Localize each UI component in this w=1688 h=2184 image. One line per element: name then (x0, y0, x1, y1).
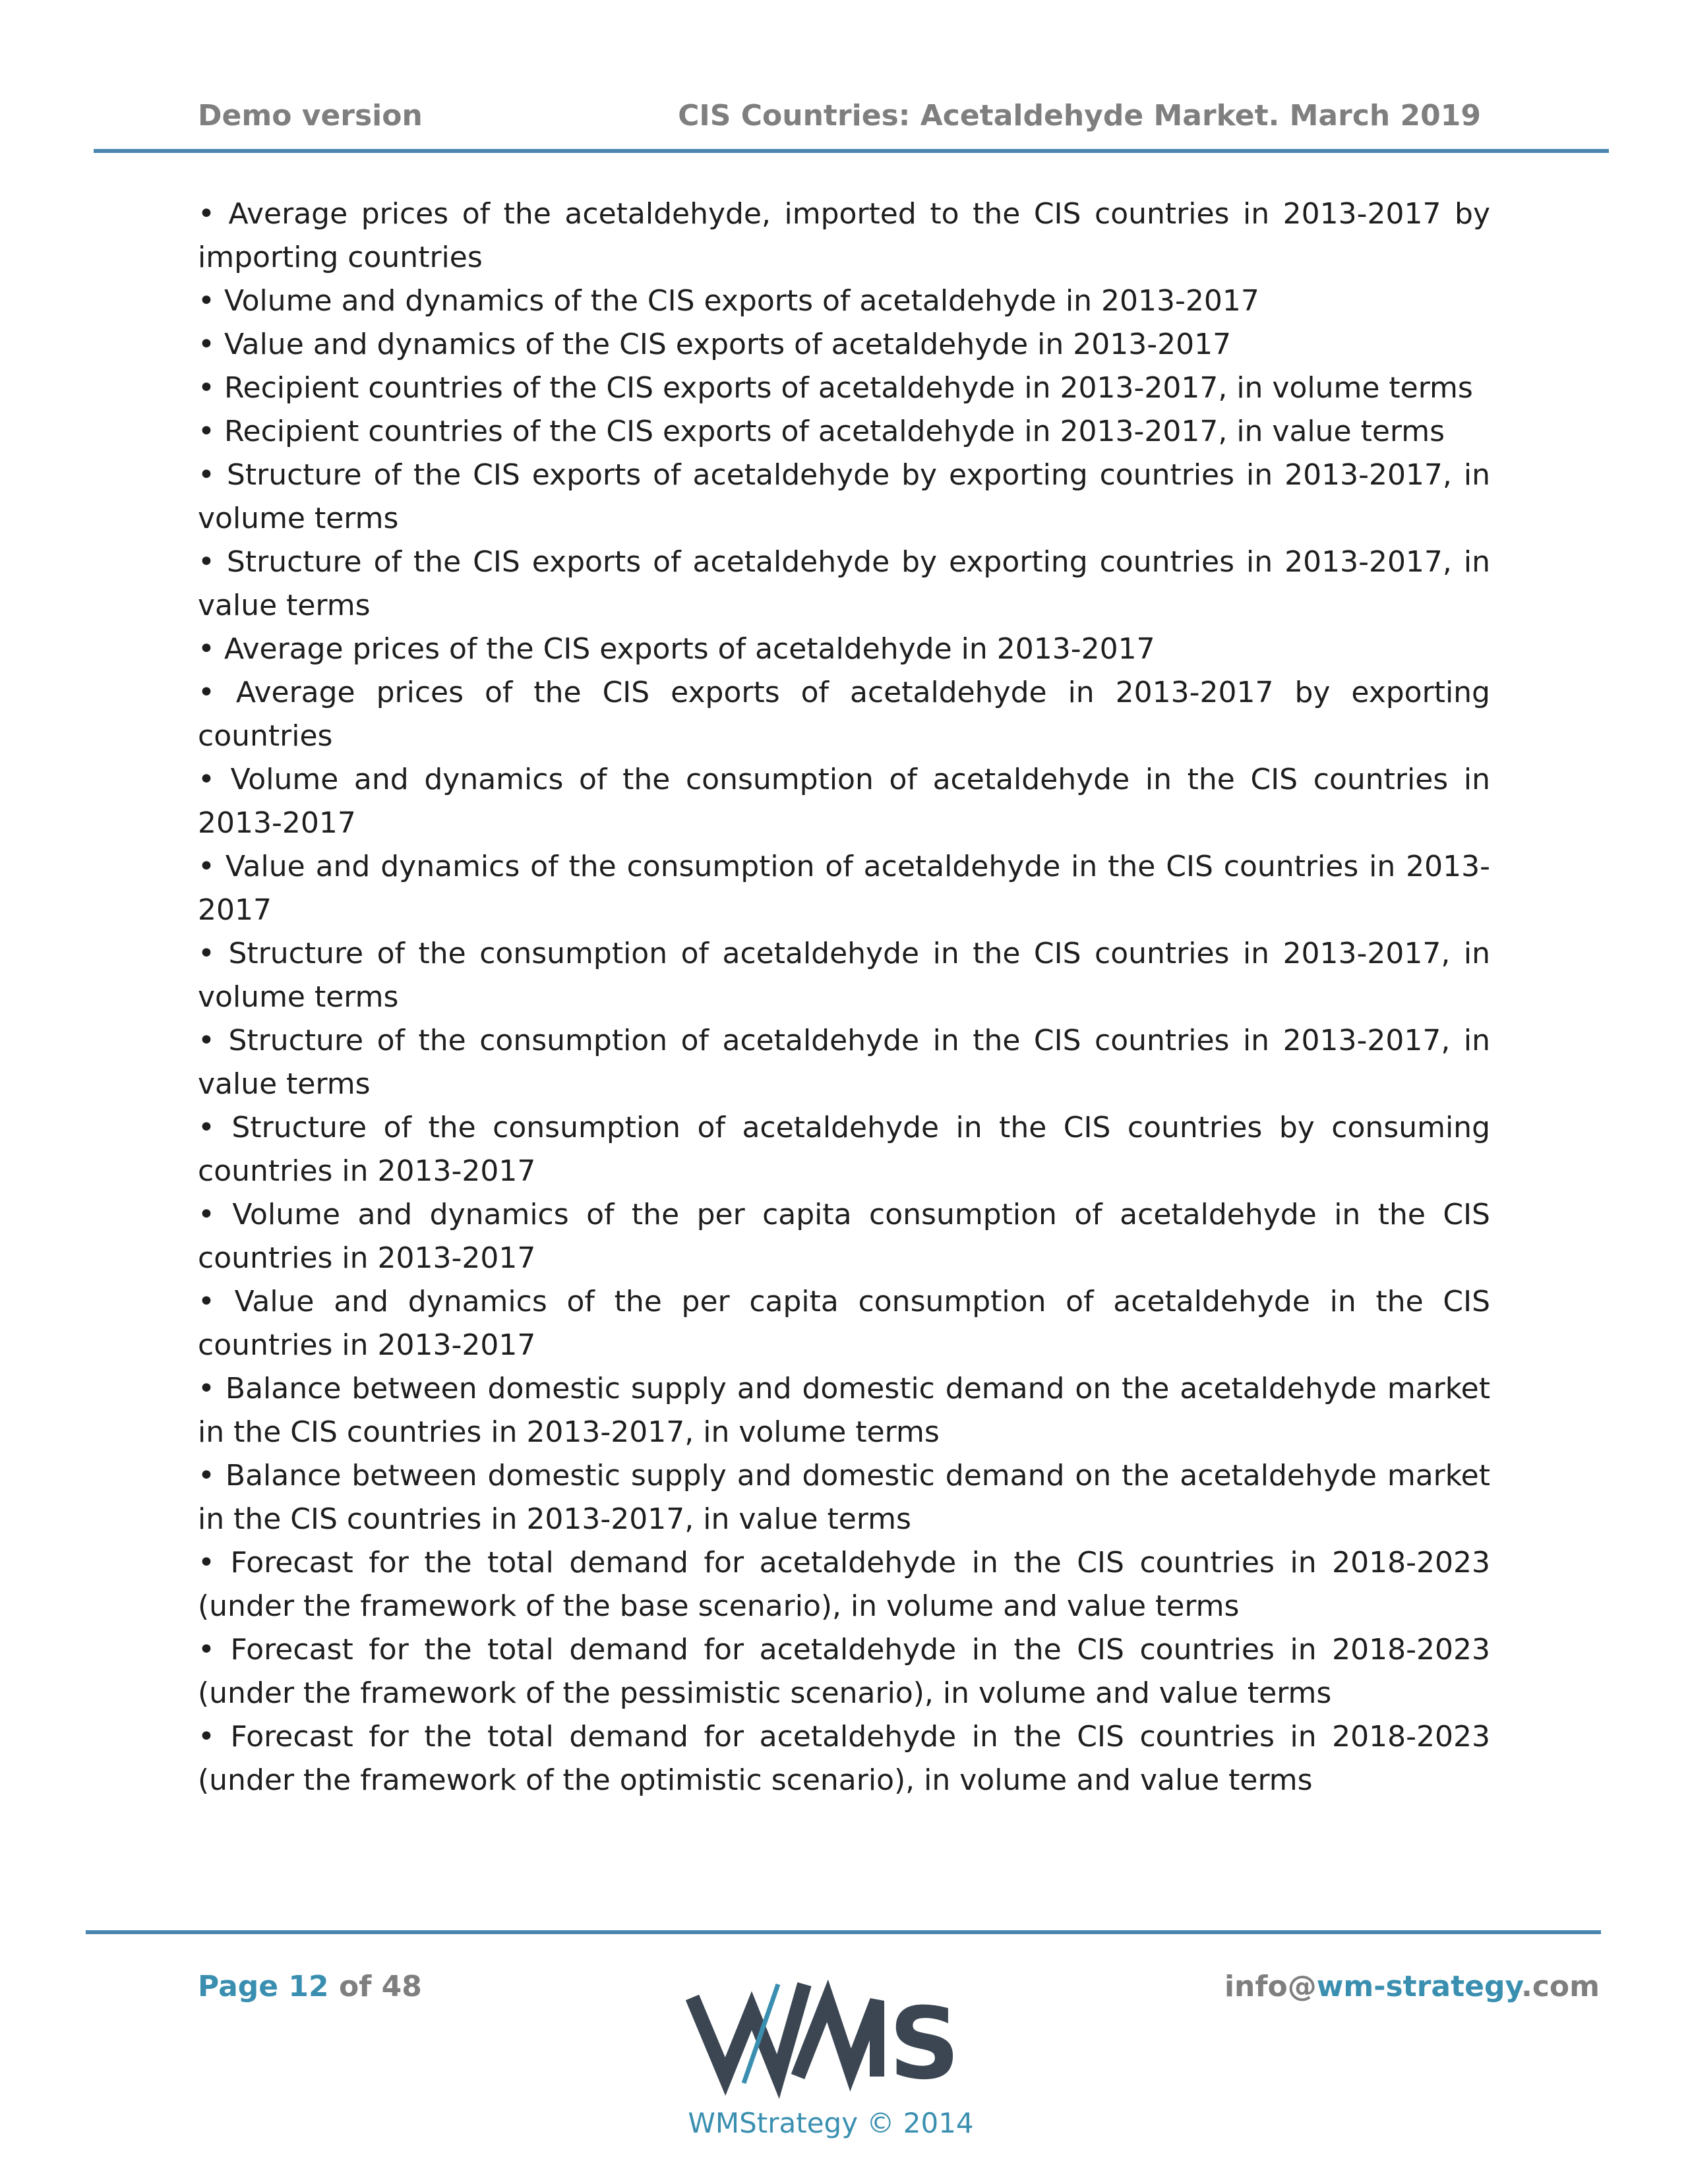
page-total: 48 (381, 1970, 422, 2003)
list-item: • Balance between domestic supply and domestic demand on the acetaldehyde market in the CIS countries in 2013-2017, in volume terms (198, 1372, 1490, 1449)
email-user: info@ (1224, 1970, 1317, 2003)
list-item: • Average prices of the acetaldehyde, imported to the CIS countries in 2013-2017 by importing countries (198, 197, 1490, 274)
page-header (0, 0, 1688, 158)
list-item: • Recipient countries of the CIS exports of acetaldehyde in 2013-2017, in value terms (198, 415, 1445, 448)
list-item: • Forecast for the total demand for acetaldehyde in the CIS countries in 2018-2023 (under the framework of the base scenario), in volume and value terms (198, 1546, 1490, 1623)
list-item: • Forecast for the total demand for acetaldehyde in the CIS countries in 2018-2023 (under the framework of the pessimistic scenario), in volume and value terms (198, 1633, 1490, 1710)
logo-text: S (889, 1987, 961, 2102)
list-item: • Value and dynamics of the CIS exports of acetaldehyde in 2013-2017 (198, 328, 1232, 361)
list-item: • Volume and dynamics of the per capita consumption of acetaldehyde in the CIS countries in 2013-2017 (198, 1198, 1490, 1275)
footer-divider (86, 1930, 1601, 1934)
header-divider (94, 149, 1609, 153)
list-item: • Volume and dynamics of the CIS exports of acetaldehyde in 2013-2017 (198, 284, 1259, 318)
demo-version-label: Demo version (198, 99, 423, 133)
page-prefix: Page (198, 1970, 289, 2003)
bullet-list (198, 192, 1490, 1802)
list-item: • Average prices of the CIS exports of acetaldehyde in 2013-2017 by exporting countries (198, 676, 1490, 753)
email-domain: wm-strategy (1316, 1970, 1522, 2003)
list-item: • Balance between domestic supply and domestic demand on the acetaldehyde market in the CIS countries in 2013-2017, in value terms (198, 1459, 1490, 1536)
page-current: 12 (288, 1970, 329, 2003)
wms-logo-graphic (679, 1971, 969, 2103)
report-title: CIS Countries: Acetaldehyde Market. March 2019 (678, 99, 1481, 133)
contact-email[interactable] (1224, 1970, 1600, 2003)
list-item: • Value and dynamics of the per capita consumption of acetaldehyde in the CIS countries in 2013-2017 (198, 1285, 1490, 1362)
list-item: • Value and dynamics of the consumption of acetaldehyde in the CIS countries in 2013-2017 (198, 850, 1490, 927)
list-item: • Structure of the consumption of acetaldehyde in the CIS countries in 2013-2017, in value terms (198, 1024, 1490, 1101)
page-middle: of (328, 1970, 382, 2003)
logo-caption: WMStrategy © 2014 (688, 2107, 974, 2139)
list-item: • Structure of the consumption of acetaldehyde in the CIS countries in 2013-2017, in volume terms (198, 937, 1490, 1014)
email-tld: .com (1521, 1970, 1600, 2003)
list-item: • Average prices of the CIS exports of acetaldehyde in 2013-2017 (198, 632, 1155, 666)
list-item: • Volume and dynamics of the consumption of acetaldehyde in the CIS countries in 2013-2017 (198, 763, 1490, 840)
list-item: • Forecast for the total demand for acetaldehyde in the CIS countries in 2018-2023 (under the framework of the optimistic scenario), in volume and value terms (198, 1720, 1490, 1797)
list-item: • Structure of the CIS exports of acetaldehyde by exporting countries in 2013-2017, in volume terms (198, 458, 1490, 535)
page-number (198, 1970, 422, 2003)
list-item: • Recipient countries of the CIS exports of acetaldehyde in 2013-2017, in volume terms (198, 371, 1473, 405)
list-item: • Structure of the CIS exports of acetaldehyde by exporting countries in 2013-2017, in value terms (198, 545, 1490, 622)
list-item: • Structure of the consumption of acetaldehyde in the CIS countries by consuming countries in 2013-2017 (198, 1111, 1490, 1188)
